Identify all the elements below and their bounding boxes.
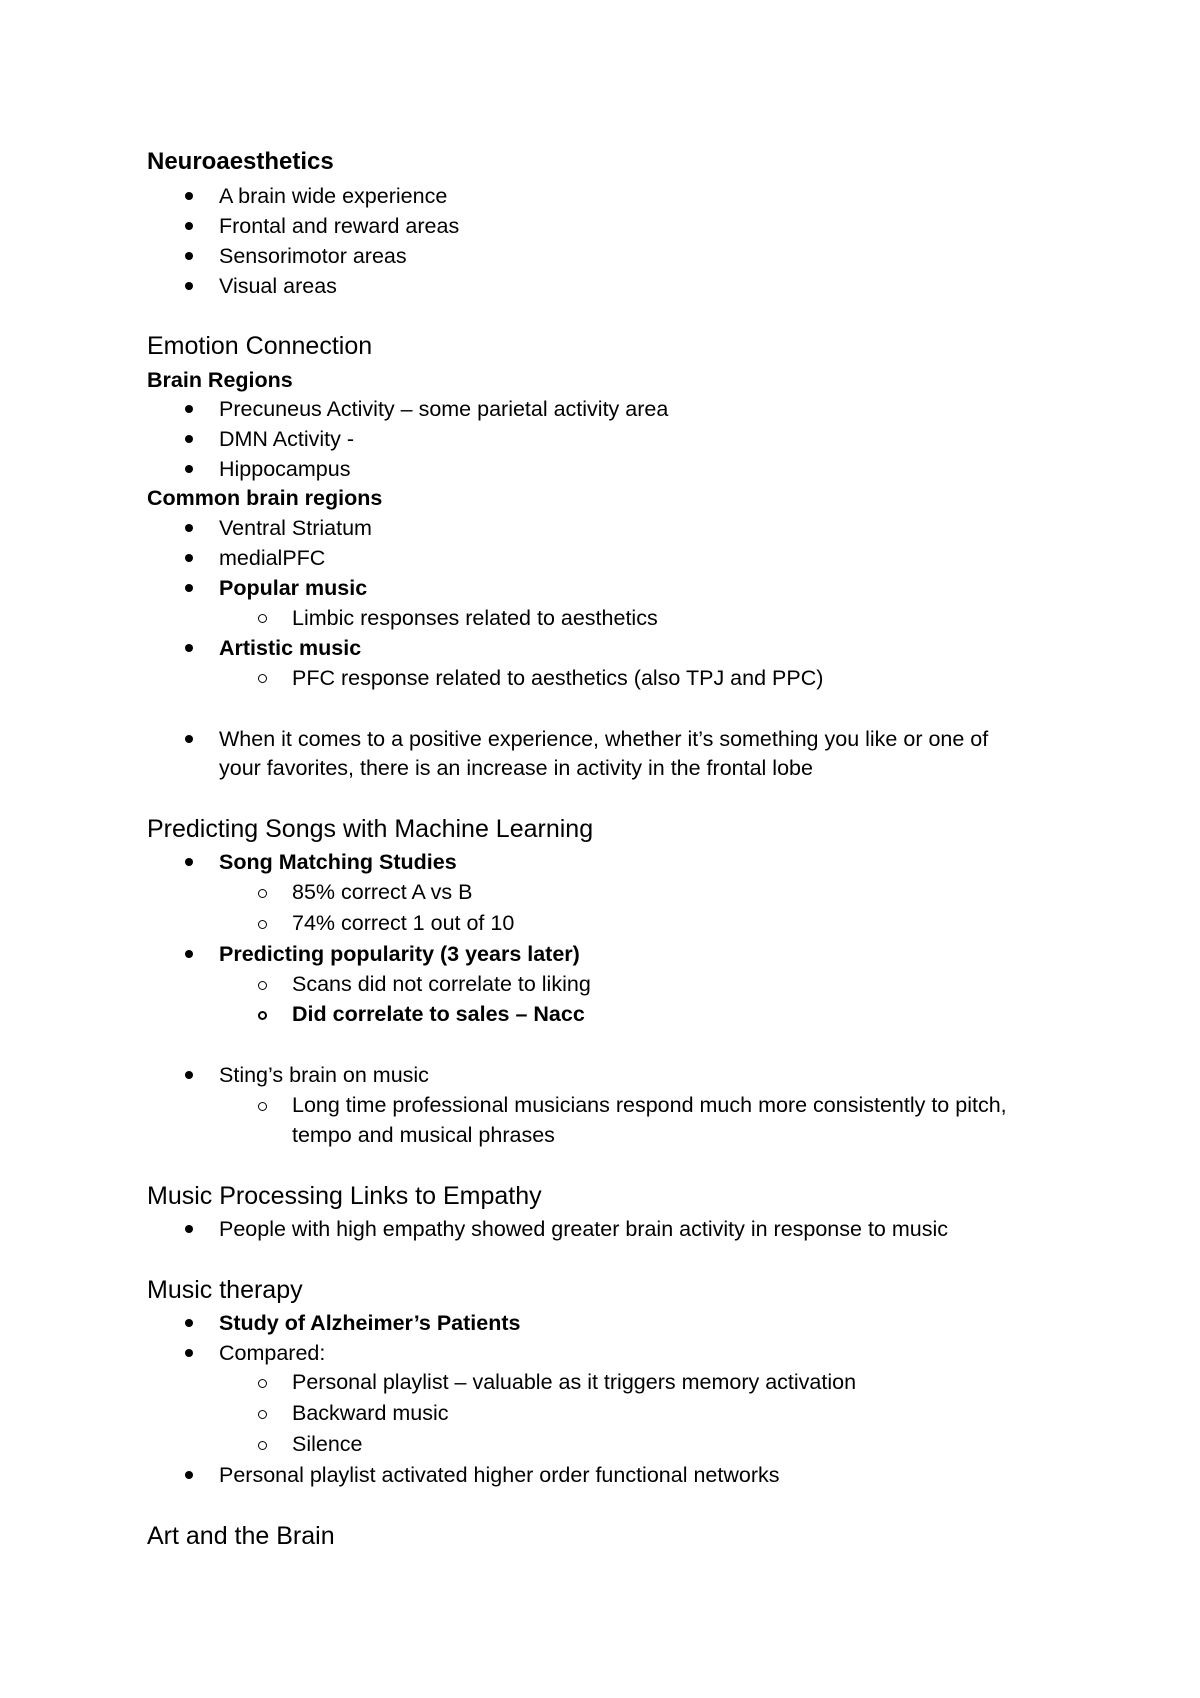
bullet-icon [185,192,193,200]
bullet-icon [185,1349,193,1357]
sub-list-item: Silence [292,1432,363,1456]
bullet-icon [185,554,193,562]
circle-bullet-icon [258,674,267,683]
circle-bullet-icon [258,920,267,929]
section-heading-predicting-songs: Predicting Songs with Machine Learning [147,815,594,843]
bullet-icon [185,435,193,443]
sub-list-item: Backward music [292,1401,449,1425]
bullet-icon [185,1319,193,1327]
subheading-brain-regions: Brain Regions [147,368,293,392]
list-item: Precuneus Activity – some parietal activity area [219,397,669,421]
list-item: Frontal and reward areas [219,214,460,238]
list-item: Hippocampus [219,457,351,481]
section-heading-empathy: Music Processing Links to Empathy [147,1182,542,1210]
sub-list-item: Did correlate to sales – Nacc [292,1002,585,1026]
bullet-icon [185,405,193,413]
list-item: When it comes to a positive experience, whether it’s something you like or one of [219,727,989,751]
circle-bullet-icon [258,1441,267,1450]
list-item: Sensorimotor areas [219,244,407,268]
list-item-popular-music: Popular music [219,576,368,600]
bullet-icon [185,1471,193,1479]
bullet-icon [185,252,193,260]
sub-list-item: 85% correct A vs B [292,880,473,904]
circle-bullet-icon [258,981,267,990]
list-item: medialPFC [219,546,326,570]
circle-bullet-icon [258,889,267,898]
list-item: Visual areas [219,274,337,298]
bullet-icon [185,465,193,473]
circle-bullet-icon [258,1011,267,1020]
sub-list-item: 74% correct 1 out of 10 [292,911,515,935]
list-item: Ventral Striatum [219,516,372,540]
bullet-icon [185,950,193,958]
list-item-artistic-music: Artistic music [219,636,362,660]
sub-list-item: Long time professional musicians respond much more consistently to pitch, [292,1093,1007,1117]
circle-bullet-icon [258,1379,267,1388]
list-item-predicting-popularity: Predicting popularity (3 years later) [219,942,580,966]
section-heading-neuroaesthetics: Neuroaesthetics [147,148,334,175]
list-item-alzheimers-study: Study of Alzheimer’s Patients [219,1311,521,1335]
sub-list-item: Limbic responses related to aesthetics [292,606,658,630]
bullet-icon [185,1225,193,1233]
sub-list-item: PFC response related to aesthetics (also TPJ and PPC) [292,666,824,690]
circle-bullet-icon [258,614,267,623]
section-heading-art-and-brain: Art and the Brain [147,1522,335,1550]
section-heading-music-therapy: Music therapy [147,1276,303,1304]
bullet-icon [185,524,193,532]
sub-list-item-continuation: tempo and musical phrases [292,1123,555,1147]
circle-bullet-icon [258,1410,267,1419]
bullet-icon [185,584,193,592]
bullet-icon [185,858,193,866]
subheading-common-brain-regions: Common brain regions [147,486,383,510]
bullet-icon [185,644,193,652]
section-heading-emotion-connection: Emotion Connection [147,332,373,360]
list-item-continuation: your favorites, there is an increase in activity in the frontal lobe [219,756,813,780]
list-item: DMN Activity - [219,427,354,451]
list-item: Personal playlist activated higher order functional networks [219,1463,780,1487]
bullet-icon [185,282,193,290]
list-item: Compared: [219,1341,326,1365]
bullet-icon [185,1071,193,1079]
list-item: Sting’s brain on music [219,1063,429,1087]
bullet-icon [185,222,193,230]
circle-bullet-icon [258,1102,267,1111]
bullet-icon [185,735,193,743]
sub-list-item: Scans did not correlate to liking [292,972,591,996]
list-item: People with high empathy showed greater brain activity in response to music [219,1217,948,1241]
sub-list-item: Personal playlist – valuable as it triggers memory activation [292,1370,857,1394]
list-item-song-matching: Song Matching Studies [219,850,457,874]
list-item: A brain wide experience [219,184,448,208]
